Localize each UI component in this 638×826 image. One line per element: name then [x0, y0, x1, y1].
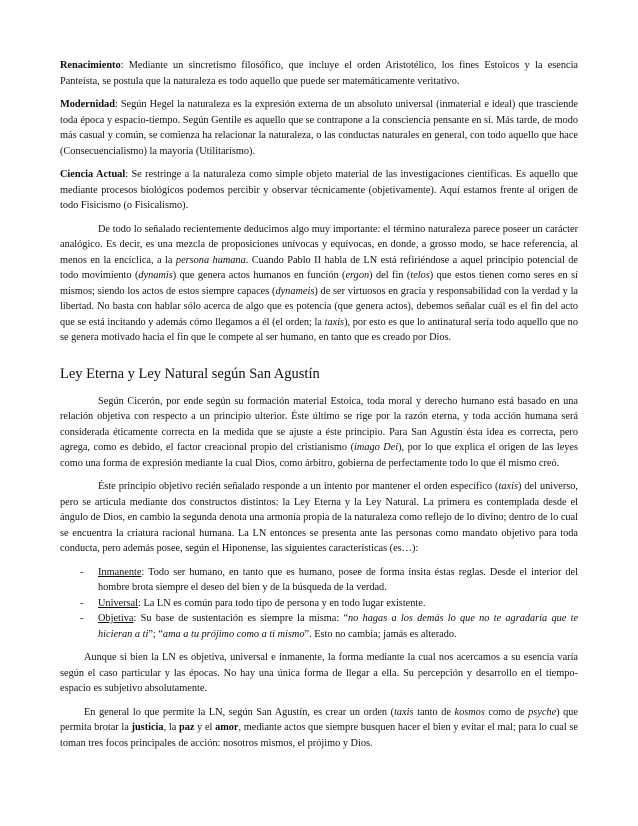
- text-segment: tanto de: [413, 706, 455, 718]
- bullet-text: : Todo ser humano, en tanto que es humano, posee de forma ínsita éstas reglas. Desde el interior del hombre brota siempre el deseo del bien y de la búsqueda de la verdad.: [98, 566, 578, 593]
- text-segment: , mediante actos que siempre busquen hacer el bien y evitar el mal; para lo cual se toman tres focos principales de acción: nosotros mismos, el prójimo y Dios.: [60, 722, 578, 749]
- section-heading: Ley Eterna y Ley Natural según San Agustín: [60, 365, 320, 382]
- paragraph-aunque: Aunque si bien la LN es objetiva, universal e inmanente, la forma mediante la cual nos acercamos a su esencia varía según el caso particular y las épocas. No hay una única forma de llegar a ella. Su percepción y desarrollo en el tiempo-espacio es subjetivo absolutamente.: [60, 652, 578, 694]
- italic-term: imago Dei: [354, 442, 399, 453]
- bullet-text: ”. Esto no cambia; jamás es alterado.: [304, 628, 457, 640]
- term-modernidad: Modernidad: [60, 99, 115, 110]
- text-segment: De todo lo señalado recientemente deducimos algo muy importante: el término naturaleza parece poseer un carácter analógico. Es decir, es una mezcla de proposiciones unívocas y equívocas, en donde, a grosso modo, se hace referencia, al menos en la encíclica, a la: [60, 223, 578, 266]
- term-renacimiento: Renacimiento: [60, 60, 121, 71]
- bullet-text: : La LN es común para todo tipo de persona y en todo lugar existente.: [138, 597, 426, 609]
- italic-term: dynameis: [275, 285, 315, 297]
- text-segment: , la: [163, 722, 179, 733]
- bullet-dash: -: [80, 566, 84, 578]
- paragraph-en-general: [60, 705, 578, 752]
- text-segment: ), por lo que explica el origen de las leyes como una forma de expresión mediante la cual Dios, como árbitro, gobierna de perfectamente todo lo que él mismo creó.: [60, 442, 578, 469]
- bullet-text: : Su base de sustentación es siempre la misma: “: [133, 613, 349, 624]
- text-segment: y el: [194, 722, 216, 733]
- italic-quote: no hagas a los demás lo que no te agradaría que te hicieran a ti: [98, 613, 579, 640]
- text-segment: ) del universo, pero se articula mediante dos constructos distintos: la Ley Eterna y la Ley Natural. La primera es contemplada desde el ángulo de Dios, en cambio la segunda denota una armonía propia de la naturaleza como reflejo de lo divino; dentro de lo cual se encuentra la criatura racional humana. La LN entonces se presenta ante las personas como mandato objetivo para toda conducta, pero además posee, según el Hiponense, las siguientes características (es…):: [60, 481, 578, 554]
- text-segment: ) de ser virtuosos en gracia y responsabilidad con la verdad y la libertad. No basta con hablar sólo acerca de algo que es potencia (que genera actos), debemos señalar cuál es el fin del acto que se está incitando y además cómo llegamos a él (el orden; la: [60, 285, 578, 328]
- paragraph-principio-objetivo: [60, 479, 578, 557]
- bullet-text: ”; “: [148, 628, 163, 640]
- italic-term: ergon: [345, 270, 370, 281]
- paragraph-renacimiento: [60, 58, 578, 89]
- text-segment: ) del fin (: [369, 270, 411, 281]
- bullet-term: Objetiva: [98, 613, 134, 624]
- bullet-dash: -: [80, 597, 84, 609]
- paragraph-analogico: [60, 222, 578, 346]
- text-segment: . Cuando Pablo II habla de LN está refiriéndose a aquel principio potencial de todo movimiento (: [60, 254, 578, 281]
- italic-term: taxis: [394, 706, 414, 718]
- bullet-term: Inmanente: [98, 566, 142, 578]
- italic-term: taxis: [498, 481, 518, 492]
- italic-term: kosmos: [454, 706, 485, 718]
- text-segment: En general lo que permite la LN, según San Agustín, es crear un orden (: [84, 706, 395, 718]
- paragraph-modernidad: [60, 97, 578, 159]
- bold-term: amor: [215, 722, 239, 733]
- list-item-objetiva: [60, 611, 578, 642]
- italic-term: taxis: [324, 316, 345, 328]
- list-item-universal: [60, 596, 578, 612]
- text-modernidad: : Según Hegel la naturaleza es la expresión externa de un absoluto universal (inmaterial e ideal) que trasciende toda época y espacio-tiempo. Según Gentile es aquello que se contrapone a la consciencia pensante en sí. Más tarde, de modo más casual y común, se comienza ha relacionar la naturaleza, o las conductas naturales en general, con todo aquello que hace (Consecuencialismo) la mayoría (Utilitarismo).: [60, 99, 578, 157]
- paragraph-ciencia-actual: [60, 167, 578, 214]
- list-item-inmanente: [60, 565, 578, 596]
- text-ciencia-actual: : Se restringe a la naturaleza como simple objeto material de las investigaciones científicas. Es aquello que mediante procesos biológicos podemos percibir y observar técnicamente (objetivamente). Aquí estamos frente al origen de todo Fisicismo (o Fisicalismo).: [60, 169, 578, 211]
- characteristics-list: [60, 565, 578, 643]
- italic-term: telos: [410, 270, 430, 281]
- paragraph-ciceron: [60, 394, 578, 472]
- bold-term: justicia: [131, 722, 164, 733]
- text-segment: ) que estos tienen como seres en sí mismos; siendo los actos de estos siempre capaces (: [60, 270, 578, 297]
- italic-term: psyche: [528, 706, 557, 718]
- text-segment: ) que permita brotar la: [60, 706, 578, 733]
- bullet-term: Universal: [98, 597, 139, 609]
- italic-term: persona humana: [175, 254, 246, 266]
- text-renacimiento: : Mediante un sincretismo filosófico, que incluye el orden Aristotélico, los fines Estoicos y la esencia Panteísta, se postula que la naturaleza es todo aquello que puede ser matemáticamente veritativo.: [60, 60, 578, 87]
- text-segment: ) que genera actos humanos en función (: [172, 270, 346, 281]
- bullet-dash: -: [80, 613, 84, 624]
- italic-quote: ama a tu prójimo como a ti mismo: [162, 628, 305, 640]
- text-segment: como de: [484, 706, 529, 718]
- term-ciencia-actual: Ciencia Actual: [60, 169, 126, 180]
- italic-term: dynamis: [138, 270, 173, 281]
- text-segment: Éste principio objetivo recién señalado responde a un intento por mantener el orden específico (: [98, 481, 499, 492]
- document-page: [60, 58, 578, 759]
- bold-term: paz: [178, 722, 195, 733]
- text-segment: ), por esto es que lo antinatural sería todo aquello que no se genera motivado hacia el fin que le compete al ser humano, en tanto que es creado por Dios.: [60, 316, 578, 343]
- text-segment: Según Cicerón, por ende según su formación material Estoica, toda moral y derecho humano está basado en una relación objetiva con respecto a un principio ulterior. Éste último se rige por la razón eterna, y toda acción humana será considerada éticamente correcta en la medida que se ajuste a éste principio. Para San Agustín ésta idea es correcta, pero agrega, como es debido, el factor creacional propio del cristianismo (: [60, 395, 578, 453]
